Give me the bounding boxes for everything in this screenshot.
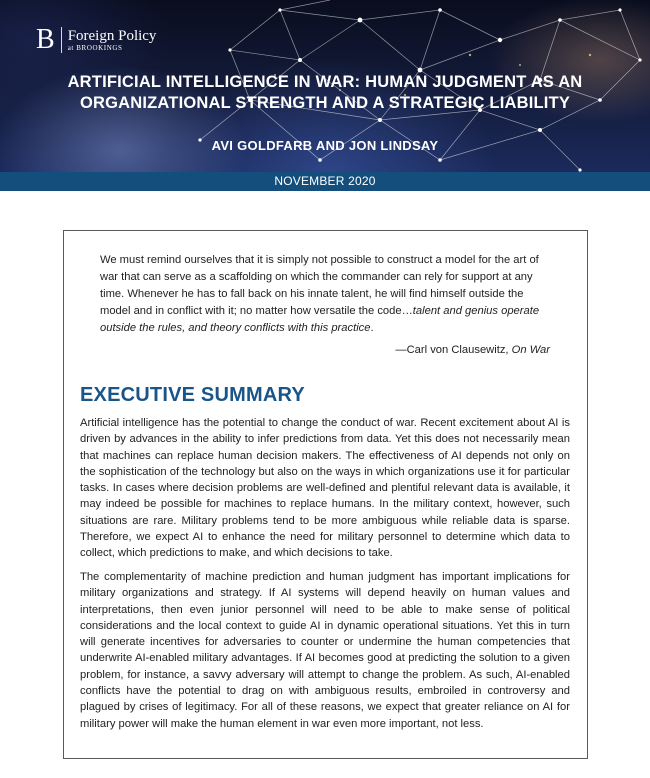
logo-subtitle: at BROOKINGS [67,43,123,52]
report-title: ARTIFICIAL INTELLIGENCE IN WAR: HUMAN JUDGMENT AS AN ORGANIZATIONAL STRENGTH AND A STRATEGIC LIABILITY [67,73,583,112]
attribution-work: On War [511,344,550,356]
logo-initial: B [36,24,55,55]
attribution-author: —Carl von Clausewitz, [395,344,509,356]
epigraph-quote [100,252,552,337]
quote-italic: talent and genius operate outside the rules, and theory conflicts with this practice [100,305,540,334]
logo-wordmark [68,28,157,53]
quote-text: We must remind ourselves that it is simply not possible to construct a model for the art of war that can serve as a scaffolding on which the commander can rely for support at any time. Whenever he has to fall back on his innate talent, he will find himself outside the model and in conflict with it; no matter how versatile the code… [100,254,539,317]
report-authors: AVI GOLDFARB AND JON LINDSAY [211,138,439,153]
quote-end: . [370,322,374,334]
quote-attribution [300,344,550,356]
summary-paragraph-1: Artificial intelligence has the potential to change the conduct of war. Recent excitement about AI is driven by advances in the ability to infer predictions from data. Yet this does not necessarily mean that machines can replace human decision makers. The effectiveness of AI depends not only on the sophistication of the technology but also on the ways in which organizations use it for particular tasks. In cases where decision problems are well-defined and plentiful relevant data is available, it may indeed be possible for machines to replace humans. In the military context, however, such situations are rare. Military problems tend to be more ambiguous while reliable data is sparse. Therefore, we expect AI to enhance the need for military personnel to determine which data to collect, which predictions to make, and which decisions to take. [80,417,570,560]
brookings-logo [36,26,156,54]
date-band: NOVEMBER 2020 [0,172,650,191]
logo-name: Foreign Policy [67,27,157,44]
section-heading: EXECUTIVE SUMMARY [80,384,305,406]
logo-divider [61,27,62,53]
summary-paragraph-2: The complementarity of machine prediction and human judgment has important implications for military organizations and strategy. If AI systems will depend heavily on human values and interpretations, then even junior personnel will need to be able to make sense of political considerations and the local context to guide AI in dynamic operational situations. Yet this in turn will generate incentives for adversaries to counter or undermine the human competencies that underwrite AI-enabled military advantages. If AI becomes good at predicting the solution to a given problem, for instance, a savvy adversary will attempt to change the problem. As such, AI-enabled conflicts have the potential to drag on with ambiguous results, embroiled in controversy and plagued by crises of legitimacy. For all of these reasons, we expect that greater reliance on AI for military power will make the human element in war even more important, not less. [80,571,570,730]
cover-banner [0,0,650,172]
